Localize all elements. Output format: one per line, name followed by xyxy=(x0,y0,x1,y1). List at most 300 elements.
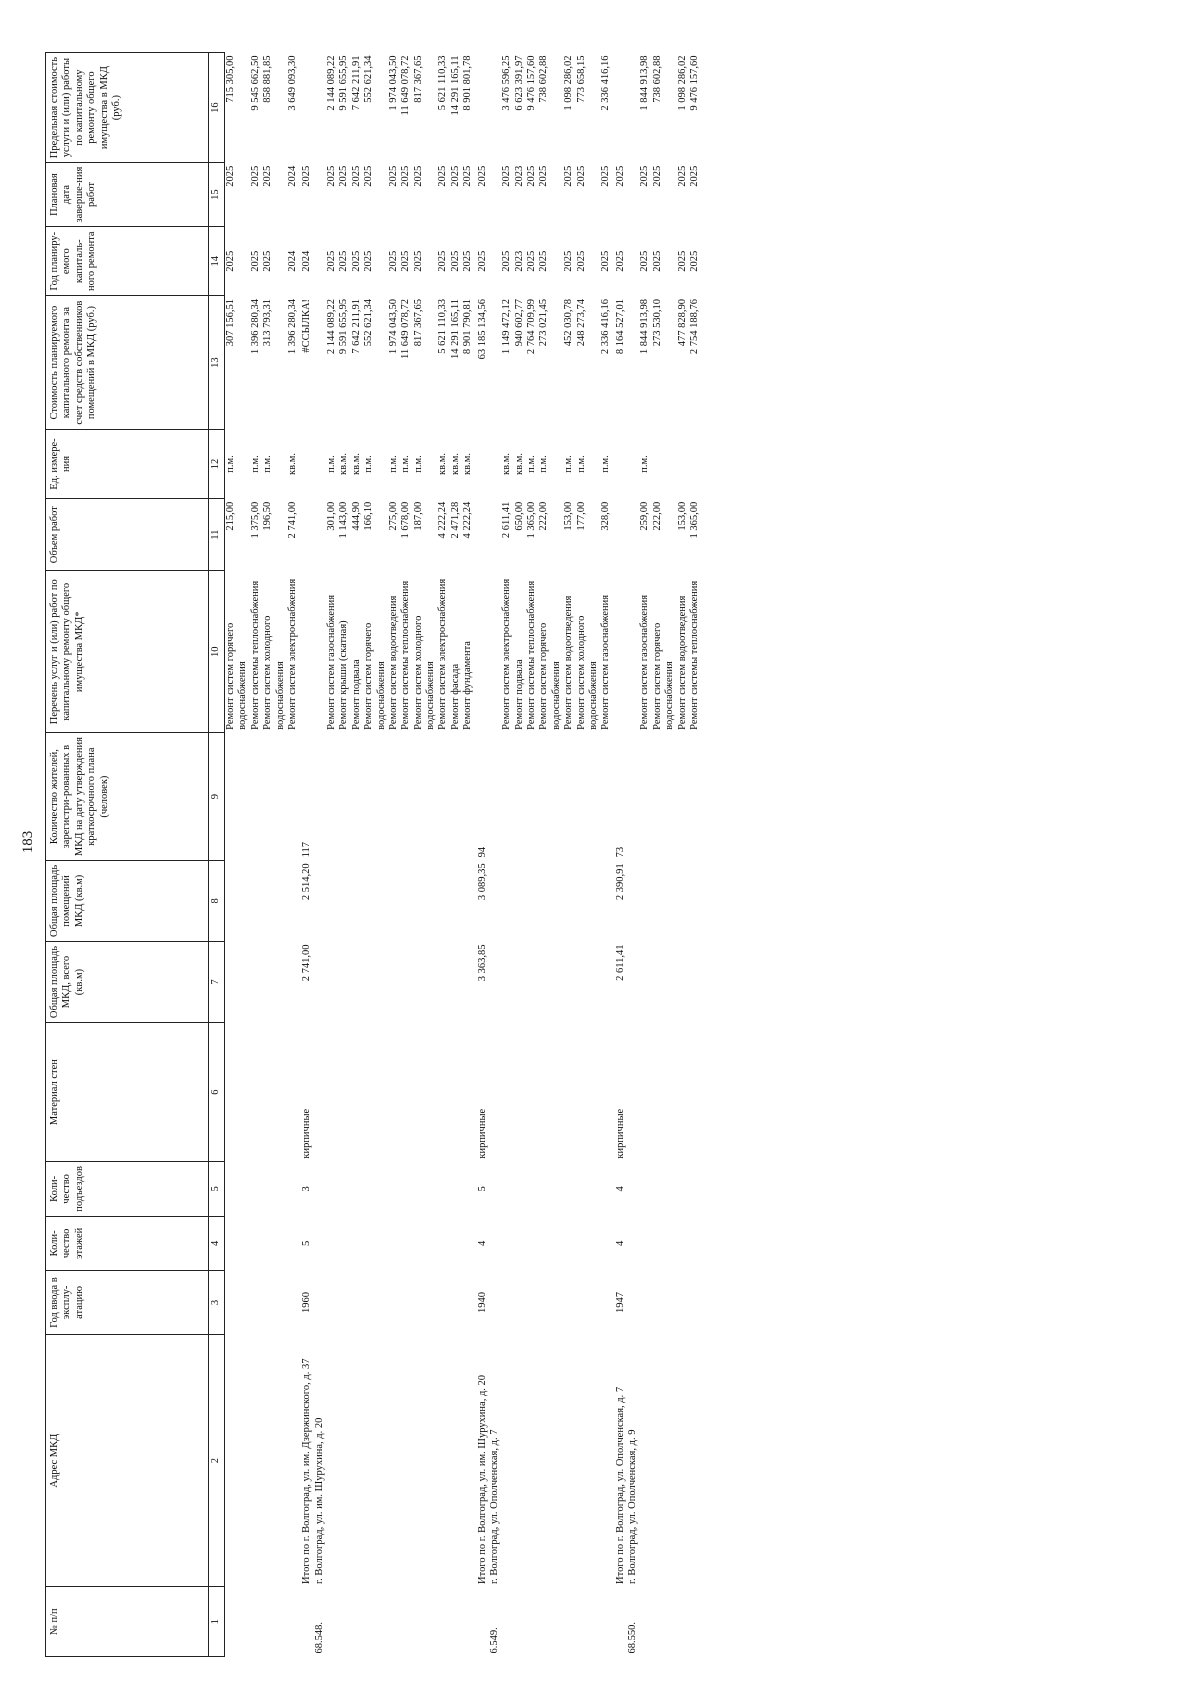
work-cost: 817 367,65 xyxy=(412,298,424,347)
completion-date: 2023 xyxy=(513,165,525,187)
column-number: 6 xyxy=(209,1023,225,1162)
empty-cell xyxy=(489,571,501,733)
empty-cell xyxy=(250,733,262,860)
empty-cell xyxy=(450,941,462,1022)
empty-cell xyxy=(576,1587,601,1657)
cost-limit: 3 649 093,30 xyxy=(286,55,298,111)
residents: 117 xyxy=(301,841,313,858)
empty-cell xyxy=(287,1334,299,1587)
work-type: Ремонт системы теплоснабжения xyxy=(249,580,261,730)
work-unit: кв.м. xyxy=(501,453,513,475)
work-cost: 7 642 211,91 xyxy=(350,298,362,354)
empty-cell xyxy=(514,1587,526,1657)
empty-cell xyxy=(450,1023,462,1162)
work-unit: п.м. xyxy=(526,455,537,473)
object-address: г. Волгоград, ул. Ополченская, д. 7 xyxy=(488,1429,500,1584)
cost-limit: 1 844 913,98 xyxy=(639,55,651,111)
empty-cell xyxy=(326,1216,338,1270)
work-volume: 328,00 xyxy=(600,501,612,531)
empty-cell xyxy=(388,860,400,941)
empty-cell xyxy=(489,163,501,227)
empty-cell xyxy=(489,1162,501,1216)
empty-cell xyxy=(538,1162,563,1216)
empty-cell xyxy=(652,1162,677,1216)
cost-limit: 1 098 286,02 xyxy=(676,55,688,111)
planned-year: 2025 xyxy=(262,250,274,272)
work-type: Ремонт подвала xyxy=(350,659,362,730)
planned-year: 2025 xyxy=(639,250,651,272)
residents: 94 xyxy=(476,846,488,858)
empty-cell xyxy=(338,1162,350,1216)
total-address: Итого по г. Волгоград, ул. Ополченская, д. 7 xyxy=(614,1386,626,1584)
completion-date: 2025 xyxy=(563,165,575,187)
empty-cell xyxy=(225,1162,250,1216)
cost-limit: 3 476 596,25 xyxy=(501,55,513,111)
work-volume: 4 222,24 xyxy=(437,501,449,539)
planned-year: 2025 xyxy=(400,250,412,272)
empty-cell xyxy=(326,1023,338,1162)
work-volume: 2 741,00 xyxy=(286,501,298,539)
header-cell: Общая площадь МКД, всего (кв.м) xyxy=(46,941,209,1022)
work-cost: 552 621,34 xyxy=(363,298,375,347)
empty-cell xyxy=(639,1023,651,1162)
cost-limit: 2 144 089,22 xyxy=(326,55,337,111)
empty-cell xyxy=(677,941,689,1022)
empty-cell xyxy=(388,733,400,860)
empty-cell xyxy=(437,1162,449,1216)
empty-cell xyxy=(489,1271,501,1335)
object-number: 68.550. xyxy=(627,1622,638,1654)
empty-cell xyxy=(600,860,612,941)
work-cost: 9 591 655,95 xyxy=(338,298,350,355)
work-volume: 2 471,28 xyxy=(449,501,461,539)
work-row xyxy=(338,53,350,1657)
work-row xyxy=(225,53,250,1657)
work-type: Ремонт систем водоотведения xyxy=(676,595,688,730)
work-unit: п.м. xyxy=(575,455,587,473)
table-body xyxy=(225,53,702,1657)
work-unit: кв.м. xyxy=(286,453,298,475)
empty-cell xyxy=(388,1334,400,1587)
empty-cell xyxy=(225,733,250,860)
work-unit: п.м. xyxy=(262,455,274,473)
work-cost: 477 828,90 xyxy=(676,298,688,347)
empty-cell xyxy=(351,1162,363,1216)
empty-cell xyxy=(314,733,326,860)
year-built: 1947 xyxy=(614,1291,626,1313)
empty-cell xyxy=(538,1271,563,1335)
empty-cell xyxy=(489,860,501,941)
planned-year: 2025 xyxy=(338,250,350,272)
empty-cell xyxy=(351,1587,363,1657)
empty-cell xyxy=(677,1271,689,1335)
empty-cell xyxy=(287,1271,299,1335)
work-type: Ремонт систем электроснабжения xyxy=(437,578,449,730)
empty-cell xyxy=(287,1587,299,1657)
empty-cell xyxy=(437,860,449,941)
total-address: Итого по г. Волгоград, ул. им. Шурухина, д. 20 xyxy=(476,1374,488,1584)
object-total-row xyxy=(299,53,313,1657)
empty-cell xyxy=(514,1334,526,1587)
header-row xyxy=(46,53,209,1657)
column-number: 15 xyxy=(209,163,225,227)
work-cost: 1 396 280,34 xyxy=(286,298,298,355)
empty-cell xyxy=(639,941,651,1022)
work-unit: п.м. xyxy=(400,455,412,473)
empty-cell xyxy=(627,1216,639,1270)
work-cost: 2 144 089,22 xyxy=(326,298,337,355)
work-row xyxy=(363,53,388,1657)
empty-cell xyxy=(489,1023,501,1162)
cost-limit: 8 901 801,78 xyxy=(462,55,474,111)
work-volume: 187,00 xyxy=(412,501,424,531)
area-total: 3 363,85 xyxy=(476,944,488,982)
empty-cell xyxy=(388,1162,400,1216)
floors: 4 xyxy=(476,1240,488,1246)
empty-cell xyxy=(627,226,639,296)
completion-date: 2025 xyxy=(538,165,550,187)
empty-cell xyxy=(314,1216,326,1270)
empty-cell xyxy=(600,1271,612,1335)
empty-cell xyxy=(563,860,575,941)
empty-cell xyxy=(363,733,388,860)
column-number: 5 xyxy=(209,1162,225,1216)
empty-cell xyxy=(526,1023,538,1162)
empty-cell xyxy=(363,860,388,941)
planned-year: 2025 xyxy=(476,250,488,272)
cost-limit: 1 974 043,50 xyxy=(387,55,399,111)
empty-cell xyxy=(338,1271,350,1335)
empty-cell xyxy=(677,1216,689,1270)
object-header-row xyxy=(627,53,639,1657)
empty-cell xyxy=(613,1587,627,1657)
work-volume: 1 678,00 xyxy=(400,501,412,539)
empty-cell xyxy=(514,860,526,941)
empty-cell xyxy=(262,1334,287,1587)
empty-cell xyxy=(526,1216,538,1270)
empty-cell xyxy=(351,733,363,860)
empty-cell xyxy=(450,860,462,941)
completion-date: 2025 xyxy=(614,165,626,187)
empty-cell xyxy=(338,1216,350,1270)
empty-cell xyxy=(413,1162,438,1216)
work-row xyxy=(413,53,438,1657)
cost-limit: 6 623 391,97 xyxy=(513,55,525,111)
empty-cell xyxy=(363,1587,388,1657)
empty-cell xyxy=(627,1023,639,1162)
empty-cell xyxy=(388,1023,400,1162)
empty-cell xyxy=(689,1271,701,1335)
empty-cell xyxy=(677,1334,689,1587)
empty-cell xyxy=(413,1271,438,1335)
empty-cell xyxy=(538,733,563,860)
empty-cell xyxy=(250,1587,262,1657)
empty-cell xyxy=(450,1216,462,1270)
planned-year: 2025 xyxy=(462,250,474,272)
work-type: Ремонт систем газоснабжения xyxy=(326,594,337,730)
cost-limit: 9 476 157,60 xyxy=(526,55,537,111)
empty-cell xyxy=(514,1162,526,1216)
empty-cell xyxy=(514,733,526,860)
cost-limit: 738 602,88 xyxy=(538,55,550,103)
empty-cell xyxy=(514,941,526,1022)
empty-cell xyxy=(689,1162,701,1216)
planned-year: 2023 xyxy=(513,250,525,272)
work-type: Ремонт систем холодного водоснабжения xyxy=(412,615,436,730)
work-cost: 273 021,45 xyxy=(538,298,550,347)
header-cell: Предельная стоимость услуги и (или) работы по капитальному ремонту общего имущества в МКД (руб.) xyxy=(46,53,209,163)
work-unit: п.м. xyxy=(363,455,375,473)
empty-cell xyxy=(225,1216,250,1270)
completion-date: 2025 xyxy=(639,165,651,187)
empty-cell xyxy=(462,1162,474,1216)
empty-cell xyxy=(250,1334,262,1587)
empty-cell xyxy=(677,733,689,860)
empty-cell xyxy=(600,941,612,1022)
work-row xyxy=(526,53,538,1657)
empty-cell xyxy=(489,941,501,1022)
empty-cell xyxy=(287,941,299,1022)
object-number: 6.549. xyxy=(488,1627,500,1654)
empty-cell xyxy=(314,1023,326,1162)
empty-cell xyxy=(613,499,627,571)
completion-date: 2025 xyxy=(688,165,700,187)
work-type: Ремонт систем холодного водоснабжения xyxy=(575,615,599,730)
header-cell: Стоимость планируемого капитального ремонта за счет средств собственников помещений в МКД (руб.) xyxy=(46,296,209,429)
empty-cell xyxy=(514,1271,526,1335)
work-row xyxy=(677,53,689,1657)
work-row xyxy=(250,53,262,1657)
cost-limit: 14 291 165,11 xyxy=(449,55,461,116)
column-number: 7 xyxy=(209,941,225,1022)
empty-cell xyxy=(314,860,326,941)
empty-cell xyxy=(338,1334,350,1587)
empty-cell xyxy=(689,733,701,860)
empty-cell xyxy=(413,1023,438,1162)
empty-cell xyxy=(639,1216,651,1270)
completion-date: 2025 xyxy=(676,165,688,187)
empty-cell xyxy=(652,733,677,860)
work-volume: 259,00 xyxy=(639,501,651,531)
empty-cell xyxy=(501,1023,513,1162)
work-unit: п.м. xyxy=(326,455,337,473)
empty-cell xyxy=(627,571,639,733)
work-row xyxy=(639,53,651,1657)
empty-cell xyxy=(250,1271,262,1335)
column-number: 1 xyxy=(209,1587,225,1657)
empty-cell xyxy=(262,1271,287,1335)
completion-date: 2025 xyxy=(326,165,337,187)
year-built: 1940 xyxy=(476,1291,488,1313)
work-type: Ремонт систем газоснабжения xyxy=(639,594,651,730)
completion-date: 2025 xyxy=(437,165,449,187)
page-number: 183 xyxy=(20,830,36,854)
empty-cell xyxy=(613,571,627,733)
work-volume: 153,00 xyxy=(563,501,575,531)
empty-cell xyxy=(326,733,338,860)
empty-cell xyxy=(489,429,501,499)
empty-cell xyxy=(538,941,563,1022)
work-row xyxy=(326,53,338,1657)
empty-cell xyxy=(314,53,326,163)
empty-cell xyxy=(514,1023,526,1162)
empty-cell xyxy=(400,941,412,1022)
planned-year: 2025 xyxy=(614,250,626,272)
empty-cell xyxy=(600,1334,612,1587)
planned-year: 2025 xyxy=(412,250,424,272)
planned-year: 2025 xyxy=(688,250,700,272)
empty-cell xyxy=(351,1334,363,1587)
header-cell: № п/п xyxy=(46,1587,209,1657)
work-type: Ремонт систем горячего водоснабжения xyxy=(225,622,249,730)
empty-cell xyxy=(689,1216,701,1270)
empty-cell xyxy=(388,1271,400,1335)
empty-cell xyxy=(652,1216,677,1270)
completion-date: 2025 xyxy=(350,165,362,187)
work-cost: 8 901 790,81 xyxy=(462,298,474,355)
empty-cell xyxy=(400,1587,412,1657)
work-row xyxy=(514,53,526,1657)
empty-cell xyxy=(314,1271,326,1335)
work-row xyxy=(262,53,287,1657)
empty-cell xyxy=(627,163,639,227)
empty-cell xyxy=(299,499,313,571)
empty-cell xyxy=(351,1271,363,1335)
empty-cell xyxy=(514,1216,526,1270)
cost-limit: 552 621,34 xyxy=(363,55,375,103)
work-type: Ремонт систем водоотведения xyxy=(563,595,575,730)
work-volume: 153,00 xyxy=(676,501,688,531)
empty-cell xyxy=(600,1162,612,1216)
empty-cell xyxy=(314,429,326,499)
empty-cell xyxy=(437,1587,449,1657)
empty-cell xyxy=(450,1271,462,1335)
empty-cell xyxy=(262,1023,287,1162)
column-number: 13 xyxy=(209,296,225,429)
empty-cell xyxy=(501,860,513,941)
empty-cell xyxy=(462,941,474,1022)
completion-date: 2025 xyxy=(412,165,424,187)
empty-cell xyxy=(314,571,326,733)
empty-cell xyxy=(652,860,677,941)
empty-cell xyxy=(299,53,313,163)
empty-cell xyxy=(689,1334,701,1587)
empty-cell xyxy=(652,1271,677,1335)
empty-cell xyxy=(475,1587,489,1657)
empty-cell xyxy=(652,1023,677,1162)
empty-cell xyxy=(576,1271,601,1335)
empty-cell xyxy=(462,1271,474,1335)
completion-date: 2025 xyxy=(249,165,261,187)
empty-cell xyxy=(413,1216,438,1270)
empty-cell xyxy=(351,1216,363,1270)
empty-cell xyxy=(400,1334,412,1587)
planned-year: 2025 xyxy=(575,250,587,272)
completion-date: 2025 xyxy=(526,165,537,187)
empty-cell xyxy=(475,571,489,733)
total-address: Итого по г. Волгоград, ул. им. Дзержинского, д. 37 xyxy=(301,1358,313,1584)
object-total-row xyxy=(475,53,489,1657)
empty-cell xyxy=(639,733,651,860)
empty-cell xyxy=(489,1216,501,1270)
entrances: 3 xyxy=(301,1186,313,1192)
empty-cell xyxy=(437,1271,449,1335)
work-cost: 940 602,77 xyxy=(513,298,525,347)
empty-cell xyxy=(501,1216,513,1270)
work-type: Ремонт систем газоснабжения xyxy=(600,594,612,730)
cost-limit: 2 336 416,16 xyxy=(600,55,612,111)
column-number: 8 xyxy=(209,860,225,941)
empty-cell xyxy=(489,296,501,429)
empty-cell xyxy=(563,1216,575,1270)
empty-cell xyxy=(450,1162,462,1216)
planned-year: 2025 xyxy=(225,250,236,272)
column-number: 9 xyxy=(209,733,225,860)
column-number: 10 xyxy=(209,571,225,733)
empty-cell xyxy=(600,1587,612,1657)
planned-year: 2025 xyxy=(437,250,449,272)
work-volume: 196,50 xyxy=(262,501,274,531)
empty-cell xyxy=(351,941,363,1022)
cost-limit: 773 658,15 xyxy=(575,55,587,103)
work-row xyxy=(652,53,677,1657)
empty-cell xyxy=(652,1334,677,1587)
work-row xyxy=(576,53,601,1657)
cost-limit: 9 591 655,95 xyxy=(338,55,350,111)
empty-cell xyxy=(627,1271,639,1335)
work-type: Ремонт фасада xyxy=(449,663,461,730)
completion-date: 2025 xyxy=(651,165,663,187)
cost-limit: 11 649 078,72 xyxy=(400,55,412,116)
empty-cell xyxy=(225,1023,250,1162)
empty-cell xyxy=(639,1334,651,1587)
work-unit: кв.м. xyxy=(437,453,449,475)
work-row xyxy=(462,53,474,1657)
empty-cell xyxy=(388,1587,400,1657)
empty-cell xyxy=(677,1587,689,1657)
work-cost: 5 621 110,33 xyxy=(437,298,449,354)
object-address: г. Волгоград, ул. Ополченская, д. 9 xyxy=(627,1429,638,1584)
empty-cell xyxy=(262,1587,287,1657)
empty-cell xyxy=(262,1216,287,1270)
empty-cell xyxy=(363,1216,388,1270)
header-cell: Плановая дата заверше-ния работ xyxy=(46,163,209,227)
work-row xyxy=(287,53,299,1657)
empty-cell xyxy=(689,941,701,1022)
empty-cell xyxy=(489,733,501,860)
empty-cell xyxy=(413,1587,438,1657)
work-unit: п.м. xyxy=(563,455,575,473)
total-cost: 63 185 134,56 xyxy=(476,298,488,360)
empty-cell xyxy=(351,1023,363,1162)
empty-cell xyxy=(262,941,287,1022)
empty-cell xyxy=(250,1216,262,1270)
empty-cell xyxy=(437,1216,449,1270)
empty-cell xyxy=(262,1162,287,1216)
work-cost: 248 273,74 xyxy=(575,298,587,347)
empty-cell xyxy=(475,53,489,163)
empty-cell xyxy=(462,860,474,941)
year-built: 1960 xyxy=(301,1291,313,1313)
planned-year: 2025 xyxy=(249,250,261,272)
planned-year: 2025 xyxy=(387,250,399,272)
header-cell: Коли-чество этажей xyxy=(46,1216,209,1270)
column-number: 14 xyxy=(209,226,225,296)
floors: 5 xyxy=(301,1240,313,1246)
empty-cell xyxy=(450,733,462,860)
work-type: Ремонт систем горячего водоснабжения xyxy=(363,622,387,730)
empty-cell xyxy=(677,1162,689,1216)
